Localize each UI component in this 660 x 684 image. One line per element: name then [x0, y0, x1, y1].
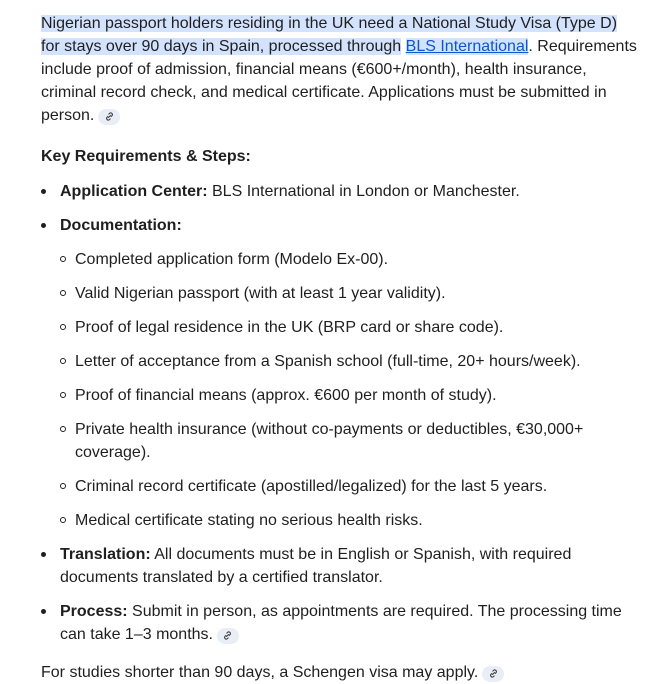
item-label: Translation:	[60, 546, 151, 563]
list-item-process	[41, 600, 640, 646]
sub-item: Private health insurance (without co-payments or deductibles, €30,000+ coverage).	[60, 418, 640, 464]
item-text: All documents must be in English or Spanish, with required documents translated by a certified translator.	[60, 546, 572, 586]
item-text: Submit in person, as appointments are required. The processing time can take 1–3 months.	[60, 603, 622, 643]
sub-item: Medical certificate stating no serious health risks.	[60, 509, 640, 532]
item-label: Application Center:	[60, 183, 208, 200]
link-icon	[104, 111, 115, 122]
link-icon	[222, 630, 233, 641]
requirements-list	[41, 180, 640, 646]
sub-item: Completed application form (Modelo Ex-00).	[60, 248, 640, 271]
list-item-application-center	[41, 180, 640, 203]
source-link-chip[interactable]	[98, 109, 120, 125]
section-heading: Key Requirements & Steps:	[41, 148, 251, 165]
sub-item: Proof of financial means (approx. €600 per month of study).	[60, 384, 640, 407]
sub-item: Letter of acceptance from a Spanish school (full-time, 20+ hours/week).	[60, 350, 640, 373]
item-label: Process:	[60, 603, 128, 620]
list-item-translation	[41, 543, 640, 589]
intro-paragraph	[41, 12, 640, 127]
item-label: Documentation:	[60, 217, 182, 234]
bls-international-link[interactable]: BLS International	[405, 38, 529, 55]
highlighted-text: Nigerian passport holders residing in the UK need a National Study Visa (Type D) for stays over 90 days in Spain, processed through	[41, 15, 618, 55]
sub-item: Criminal record certificate (apostilled/legalized) for the last 5 years.	[60, 475, 640, 498]
link-icon	[488, 668, 499, 679]
list-item-documentation	[41, 214, 640, 532]
footer-text: For studies shorter than 90 days, a Schengen visa may apply.	[41, 664, 479, 681]
footer-paragraph	[41, 661, 640, 684]
source-link-chip[interactable]	[482, 666, 504, 682]
intro-rest: . Requirements include proof of admission, financial means (€600+/month), health insurance, criminal record check, and medical certificate. Applications must be submitted in person.	[41, 38, 637, 124]
item-text: BLS International in London or Manchester.	[207, 183, 520, 200]
sub-item: Proof of legal residence in the UK (BRP card or share code).	[60, 316, 640, 339]
sub-item: Valid Nigerian passport (with at least 1 year validity).	[60, 282, 640, 305]
documentation-sublist	[60, 248, 640, 532]
source-link-chip[interactable]	[217, 628, 239, 644]
